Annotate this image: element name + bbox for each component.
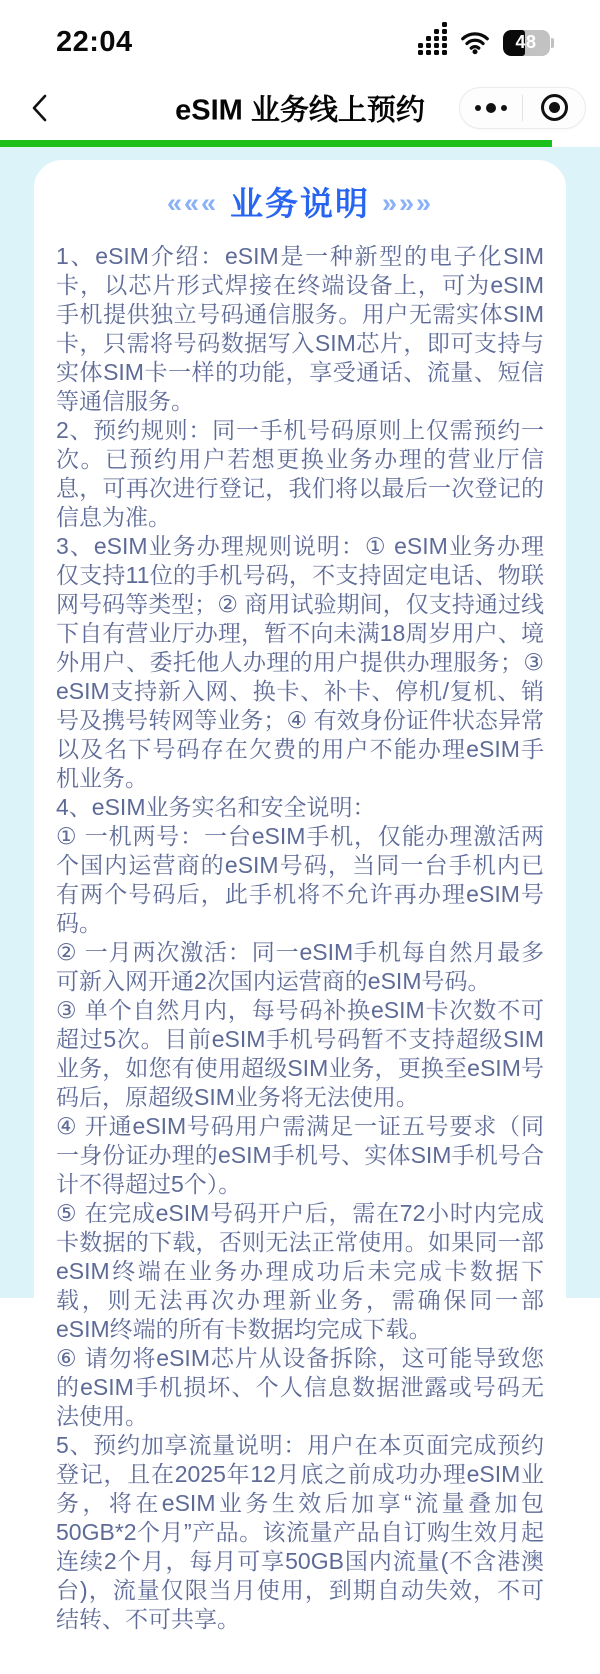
record-circle-icon — [541, 94, 568, 121]
notice-paragraph: 4、eSIM业务实名和安全说明： — [56, 793, 376, 820]
notice-paragraph: 5、预约加享流量说明：用户在本页面完成预约登记，且在2025年12月底之前成功办理eSIM业务，将在eSIM业务生效后加享“流量叠加包50GB*2个月”产品。该流量产品自订购生效月起连续2个月，每月可享50GB国内流量(不含港澳台)，流量仅限当月使用，到期自动失效，不可结转、不可共享。 — [56, 1431, 544, 1632]
notice-paragraph: ④ 开通eSIM号码用户需满足一证五号要求（同一身份证办理的eSIM手机号、实体SIM手机号合计不得超过5个）。 — [56, 1112, 544, 1197]
card-title-row — [56, 184, 544, 224]
notice-paragraph: 3、eSIM业务办理规则说明：① eSIM业务办理仅支持11位的手机号码，不支持固定电话、物联网号码等类型；② 商用试验期间，仅支持通过线下自有营业厅办理，暂不向未满18周岁用户、境外用户、委托他人办理的用户提供办理服务；③ eSIM支持新入网、换卡、补卡、停机/复机、销号及携号转网等业务；④ 有效身份证件状态异常以及名下号码存在欠费的用户不能办理eSIM手机业务。 — [56, 532, 544, 791]
more-menu-button[interactable] — [460, 88, 522, 128]
battery-cap — [551, 38, 554, 48]
card-title: 业务说明 — [230, 185, 370, 222]
chevron-left-icon — [30, 92, 50, 124]
right-guillemets-decoration: »»» — [382, 188, 434, 219]
back-button[interactable] — [22, 88, 58, 128]
left-guillemets-decoration: ««« — [166, 188, 218, 219]
page-title: eSIM 业务线上预约 — [175, 94, 425, 126]
page-background — [0, 147, 600, 1632]
notice-card — [34, 160, 566, 1674]
status-icons — [418, 30, 555, 56]
notice-paragraph: ① 一机两号：一台eSIM手机，仅能办理激活两个国内运营商的eSIM号码，当同一台手机内已有两个号码后，此手机将不允许再办理eSIM号码。 — [56, 822, 544, 936]
notice-paragraph: 2、预约规则：同一手机号码原则上仅需预约一次。已预约用户若想更换业务办理的营业厅信息，可再次进行登记，我们将以最后一次登记的信息为准。 — [56, 416, 544, 530]
battery-percent-label: 48 — [515, 32, 537, 52]
notice-body — [56, 242, 544, 1634]
notice-paragraph: ③ 单个自然月内，每号码补换eSIM卡次数不可超过5次。目前eSIM手机号码暂不支持超级SIM业务，如您有使用超级SIM业务，更换至eSIM号码后，原超级SIM业务将无法使用。 — [56, 996, 544, 1110]
three-dots-icon — [475, 103, 507, 113]
battery-indicator — [503, 30, 555, 56]
cellular-signal-icon — [418, 31, 447, 55]
wifi-icon — [460, 31, 490, 55]
nav-bar — [0, 75, 600, 140]
progress-fill — [0, 140, 552, 147]
notice-paragraph: 1、eSIM介绍：eSIM是一种新型的电子化SIM卡，以芯片形式焊接在终端设备上，可为eSIM手机提供独立号码通信服务。用户无需实体SIM卡，只需将号码数据写入SIM芯片，即可支持与实体SIM卡一样的功能，享受通话、流量、短信等通信服务。 — [56, 242, 544, 414]
status-bar — [0, 0, 600, 75]
notice-paragraph: ⑤ 在完成eSIM号码开户后，需在72小时内完成卡数据的下载，否则无法正常使用。如果同一部eSIM终端在业务办理成功后未完成卡数据下载，则无法再次办理新业务，需确保同一部eSIM终端的所有卡数据均完成下载。 — [56, 1199, 544, 1342]
miniprogram-capsule — [459, 87, 586, 129]
clock-time: 22:04 — [56, 26, 133, 58]
loading-progress-track — [0, 140, 600, 147]
notice-paragraph: ② 一月两次激活：同一eSIM手机每自然月最多可新入网开通2次国内运营商的eSIM号码。 — [56, 938, 544, 994]
close-miniprogram-button[interactable] — [523, 88, 585, 128]
notice-paragraph: ⑥ 请勿将eSIM芯片从设备拆除，这可能导致您的eSIM手机损坏、个人信息数据泄露或号码无法使用。 — [56, 1344, 544, 1429]
